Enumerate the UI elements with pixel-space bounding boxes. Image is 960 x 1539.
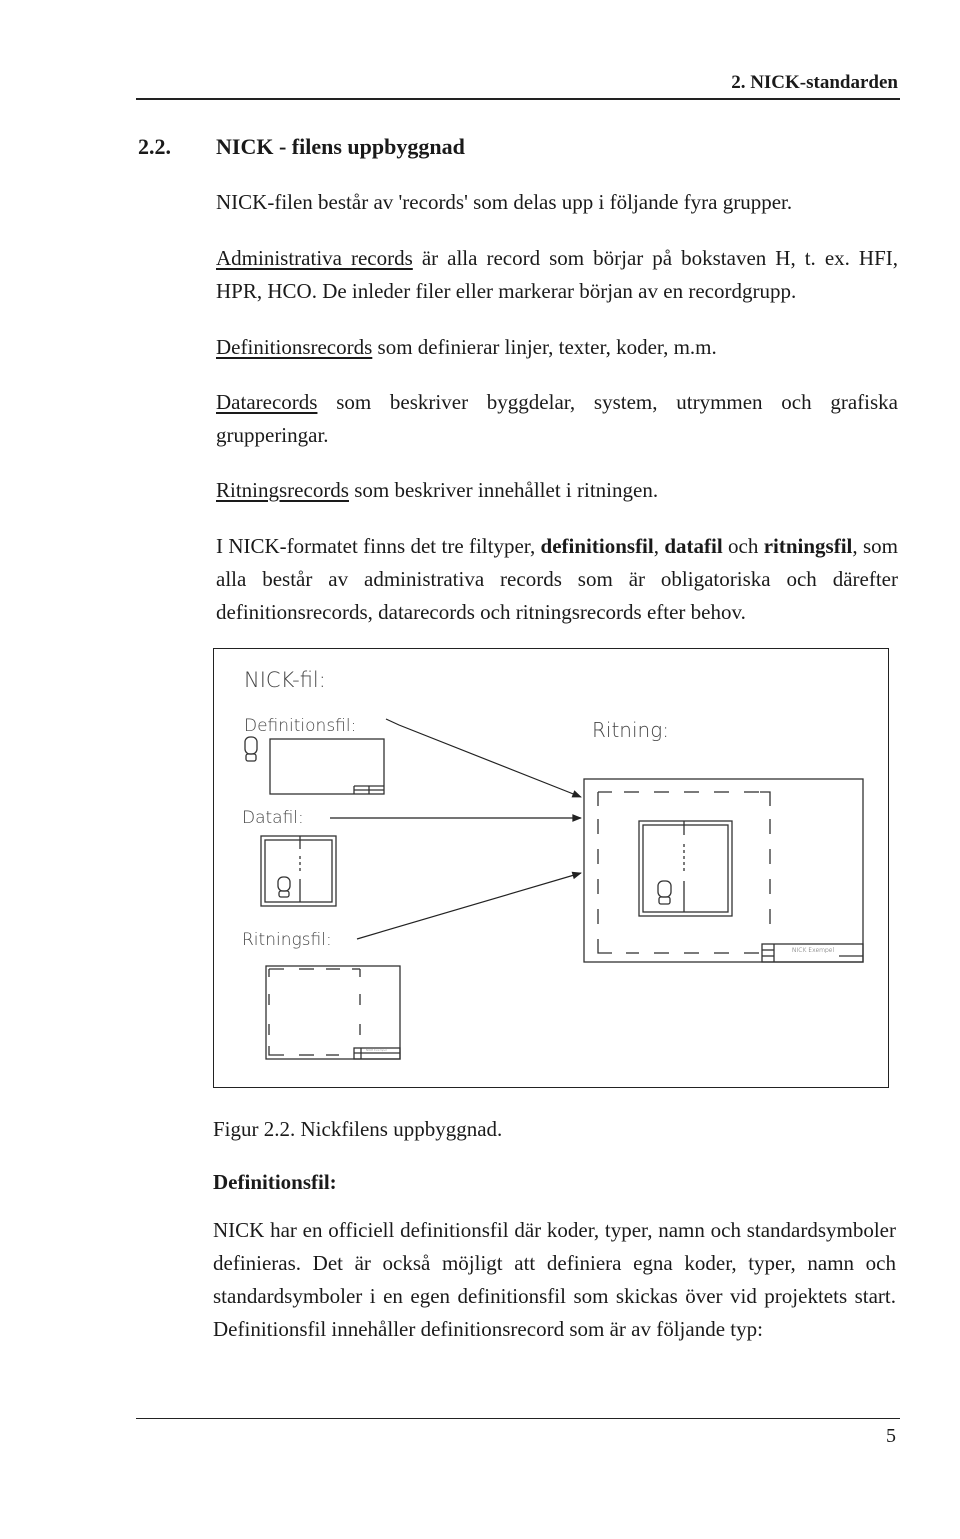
group-datarecords [216,386,898,452]
definitionsfil-label: Definitionsfil: [244,716,357,736]
separator: och [722,534,764,558]
figure-nick-file-structure [213,648,889,1088]
figure-caption: Figur 2.2. Nickfilens uppbyggnad. [213,1117,503,1141]
filetypes-lead: I NICK-formatet finns det tre filtyper, [216,534,541,558]
intro-paragraph: NICK-filen består av 'records' som delas upp i följande fyra grupper. [216,190,793,214]
section-title: NICK - filens uppbyggnad [216,134,465,159]
separator: , [653,534,665,558]
figure-diagram [214,649,887,1086]
arrow-ritningsfil-to-ritning [357,873,581,939]
figure-title: NICK-fil: [244,668,326,692]
subheading-definitionsfil: Definitionsfil: [213,1170,337,1194]
group-administrativa [216,242,898,308]
header-rule [136,98,900,100]
group-definitionsrecords [216,331,898,364]
group-term: Datarecords [216,390,318,414]
connector-lines [330,719,581,939]
ritning-drawing [584,779,863,962]
running-header: 2. NICK-standarden [731,72,898,93]
datafil-label: Datafil: [242,808,304,828]
definitionsfil-paragraph: NICK har en officiell definitionsfil där koder, typer, namn och standardsymboler definieras. Det är också möjligt att definiera egna koder, typer, namn och standardsymboler i en egen definitionsfil som skickas över vid projektets start. Definitionsfil innehåller definitionsrecord som är av följande typ: [213,1218,896,1341]
ritningsfil-symbol [266,966,400,1059]
term-datafil: datafil [664,534,723,558]
group-term: Administrativa records [216,246,413,270]
filetypes-paragraph [216,530,898,629]
datafil-symbol [261,836,336,906]
filetypes-tail: , som alla består av administrativa records som är obligatoriska och därefter definitionsrecords, datarecords och ritningsrecords efter behov. [216,534,898,624]
section-number: 2.2. [138,134,171,159]
group-description: som definierar linjer, texter, koder, m.m. [372,335,717,359]
group-description: som beskriver innehållet i ritningen. [348,478,659,502]
ritningsfil-label: Ritningsfil: [242,930,332,950]
titleblock-text: NICK Exempel [792,947,835,954]
definitionsfil-symbol [245,737,384,794]
term-definitionsfil: definitionsfil [540,534,654,558]
group-ritningsrecords [216,474,898,507]
group-description: är alla record som börjar på bokstaven H, t. ex. HFI, HPR, HCO. De inleder filer eller markerar början av en recordgrupp. [216,246,898,303]
group-term: Ritningsrecords [216,478,349,502]
group-term: Definitionsrecords [216,335,373,359]
term-ritningsfil: ritningsfil [763,534,853,558]
page-number: 5 [886,1425,896,1447]
arrow-definitionsfil-to-ritning [386,719,581,797]
group-description: som beskriver byggdelar, system, utrymmen och grafiska grupperingar. [216,390,898,447]
footer-rule [136,1418,900,1419]
titleblock-text-small: NICK Exempel [366,1048,388,1052]
ritning-label: Ritning: [592,718,669,742]
